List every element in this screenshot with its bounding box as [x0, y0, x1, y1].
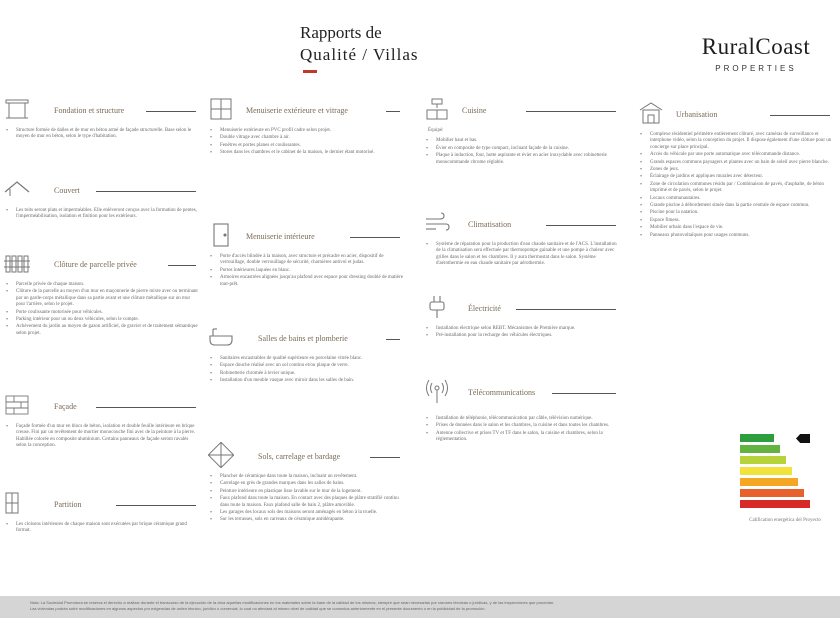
- section-title: Climatisation: [468, 220, 512, 229]
- window-icon: [208, 96, 234, 122]
- list-item: • Robinetterie chromée à levier unique.: [208, 371, 404, 377]
- list-item: • Parcelle privée de chaque maison.: [4, 282, 200, 288]
- fence-icon: [4, 250, 30, 276]
- list-item: • Plancher de céramique dans toute la maison, incluant un revêtement.: [208, 474, 404, 480]
- divider: [146, 111, 196, 112]
- section-title: Urbanisation: [676, 110, 718, 119]
- list-item: • Armoires encastrées alignées jusqu'au plafond avec espace pour dressing doublé de matière tout-prêt.: [208, 275, 404, 288]
- energy-bar: [740, 489, 804, 497]
- divider: [770, 115, 830, 116]
- list-item: • Système de réparation pour la production d'eau chaude sanitaire et de l'ACS. L'installation de la climatisation sera effectuée par thermopompe gainable et une pompe à chaleur avec grilles dans le salon et les chambres. Il y aura thermostat dans le salon. Système d'aérothermie en eau chaude sanitaire par aérothermie.: [424, 242, 620, 268]
- section-menuiserie-ext: [208, 96, 404, 158]
- list-item: • Stores dans les chambres et le cabinet de la maison, le dernier étant motorisé.: [208, 150, 404, 156]
- divider: [168, 265, 196, 266]
- energy-bar: [740, 478, 798, 486]
- bathtub-icon: [208, 324, 234, 350]
- antenna-icon: [424, 378, 450, 404]
- list-item: • Installation de téléphonie, télécommunication par câble, télévision numérique.: [424, 416, 620, 422]
- partition-icon: [4, 490, 30, 516]
- brand-logo: [686, 34, 826, 73]
- footer-line-1: Nota: La Sociedad Promotora se reserva el derecho a realizar durante el transcurso de la ejecución de la obra aquellas modificaciones en los materiales sobre la base de la calidad de los mismos, siempre que sean necesarias por razones técnicas o jurídicas, y de las inspecciones que procedan.: [30, 600, 555, 605]
- divider: [516, 309, 616, 310]
- divider: [386, 339, 400, 340]
- list-item: • Panneaux photovoltaïques pour usages communs.: [638, 233, 834, 239]
- section-fondation: [4, 96, 200, 142]
- divider: [96, 407, 196, 408]
- section-title: Façade: [54, 402, 77, 411]
- divider: [96, 191, 196, 192]
- section-couvert: [4, 176, 200, 222]
- brick-icon: [4, 392, 30, 418]
- section-title: Menuiserie intérieure: [246, 232, 315, 241]
- list-item: • Faux plafond dans toute la maison. En contact avec des plaques de plâtre stratifié continu dans toute la maison. Faux plafond salle de bain 2, plâtre amovible.: [208, 496, 404, 509]
- section-cuisine: [424, 96, 620, 167]
- list-item: • Achèvement du jardin au moyen de gazon artificiel, de gravier et de traitement sémantique selon projet.: [4, 324, 200, 337]
- list-item: • Menuiserie extérieure en PVC profil cadre selon projet.: [208, 128, 404, 134]
- list-item: • Peinture intérieure en plastique lisse lavable sur le mur de la logement.: [208, 489, 404, 495]
- list-item: • Clôture de la parcelle au moyen d'un mur en maçonnerie de pierre mixte avec ou terminant par un garde-corps métallique dans sa partie avant et une clôture métallique sur un mur pour l'arrière, selon le projet.: [4, 289, 200, 308]
- list-item: • Plaque à induction, four, hotte aspirante et évier en acier inoxydable avec robinetterie monocommande chrome réglable.: [424, 153, 620, 166]
- section-sols: [208, 442, 404, 525]
- divider: [526, 111, 616, 112]
- list-item: • Sur les terrasses, sols en carreaux de céramique antidérapante.: [208, 517, 404, 523]
- section-salles-bains: [208, 324, 404, 386]
- list-item: • Piscine pour la natation.: [638, 210, 834, 216]
- list-item: • Structure formée de dalles et de mur en béton armé de façade structurelle. Base selon le moyen de mur en béton, selon le type d'habitation.: [4, 128, 200, 141]
- energy-bar: [740, 456, 786, 464]
- section-telecom: [424, 378, 620, 445]
- section-title: Menuiserie extérieure et vitrage: [246, 106, 348, 115]
- list-item: • Les cloisons intérieures de chaque maison sont exécutées par brique céramique grand format.: [4, 522, 200, 535]
- section-title: Électricité: [468, 304, 501, 313]
- divider: [552, 393, 616, 394]
- list-item: • Pré-installation pour la recharge des véhicules électriques.: [424, 333, 620, 339]
- section-title: Partition: [54, 500, 82, 509]
- energy-bar: [740, 445, 780, 453]
- title-line-1: Rapports de: [300, 23, 382, 42]
- list-item: • Espace douche réalisé avec un sol continu et/ou plaque de verre.: [208, 363, 404, 369]
- title-accent: [303, 70, 317, 73]
- list-item: • Les garages des locaux sols des maisons seront aménagés en béton à la truelle.: [208, 510, 404, 516]
- page-title: [300, 22, 530, 66]
- foundation-icon: [4, 96, 30, 122]
- section-title: Sols, carrelage et bardage: [258, 452, 341, 461]
- energy-rating-chart: [740, 434, 830, 524]
- list-item: • Carrelage en grès de grandes marques dans les salles de bains.: [208, 481, 404, 487]
- plug-icon: [424, 294, 450, 320]
- section-title: Clôture de parcelle privée: [54, 260, 137, 269]
- list-item: • Mobilier urbain dans l'espace de vie.: [638, 225, 834, 231]
- divider: [350, 237, 400, 238]
- section-cloture: [4, 250, 200, 338]
- section-urbanisation: [638, 100, 834, 240]
- building-icon: [638, 100, 664, 126]
- list-item: • Complexe résidentiel périmètre entièrement clôturé, avec caméras de surveillance et interphone vidéo, selon la conception du projet. Il dispose également d'une clôture pour un concierge sur place principal.: [638, 132, 834, 151]
- section-intro: Équipé:: [428, 128, 444, 133]
- section-title: Fondation et structure: [54, 106, 125, 115]
- roof-icon: [4, 176, 30, 202]
- title-line-2: Qualité / Villas: [300, 45, 419, 64]
- energy-bar: [740, 434, 774, 442]
- divider: [370, 457, 400, 458]
- list-item: • Locaux communautaires.: [638, 196, 834, 202]
- list-item: • Zones de jeux.: [638, 167, 834, 173]
- tile-icon: [208, 442, 234, 468]
- list-item: • Grande piscine à débordement située dans la partie centrale de espace commun.: [638, 203, 834, 209]
- kitchen-icon: [424, 96, 450, 122]
- section-menuiserie-int: [208, 222, 404, 289]
- divider: [116, 505, 196, 506]
- brand-subtitle: PROPERTIES: [715, 64, 797, 73]
- section-title: Couvert: [54, 186, 80, 195]
- list-item: • Sanitaires encastrables de qualité supérieure en porcelaine vitrée blanc.: [208, 356, 404, 362]
- energy-caption: Calification energética del Proyecto: [749, 518, 821, 523]
- footer-disclaimer: [0, 596, 840, 618]
- section-title: Cuisine: [462, 106, 487, 115]
- list-item: • Porte d'accès blindée à la maison, avec structure et précadre en acier, dispositif de verrouillage, double verrouillage de sécurité, charnières antivol et judas.: [208, 254, 404, 267]
- list-item: • Les toits seront plats et imperméables. Elle enlèveront conçus avec la formation de pentes, l'imperméabilisation, isolation et finition pour les extérieurs.: [4, 208, 200, 221]
- energy-bar: [740, 467, 792, 475]
- section-title: Salles de bains et plomberie: [258, 334, 348, 343]
- list-item: • Porte coulissante motorisée pour véhicules.: [4, 310, 200, 316]
- list-item: • Portes intérieures laquées en blanc.: [208, 268, 404, 274]
- door-icon: [208, 222, 234, 248]
- list-item: • Installation d'un meuble vasque avec miroir dans les salles de bain.: [208, 378, 404, 384]
- list-item: • Espace fitness.: [638, 218, 834, 224]
- list-item: • Prises de données dans le salon et les chambres, la cuisine et dans toutes les chambres.: [424, 423, 620, 429]
- list-item: • Évier en composite de type compact, incluant façade de la cuisine.: [424, 146, 620, 152]
- section-facade: [4, 392, 200, 451]
- list-item: • Installation électrique selon REBT. Mécanismes de Première marque.: [424, 326, 620, 332]
- divider: [386, 111, 400, 112]
- section-title: Télécommunications: [468, 388, 536, 397]
- divider: [546, 225, 616, 226]
- list-item: • Grands espaces communs paysagers et plantes avec un bain de soleil avec pierre blanche.: [638, 160, 834, 166]
- list-item: • Double vitrage avec chambre à air.: [208, 135, 404, 141]
- list-item: • Parking intérieur pour un ou deux véhicules, selon le compte.: [4, 317, 200, 323]
- energy-pointer: [796, 434, 810, 443]
- list-item: • Fenêtres et portes planes et coulissantes.: [208, 143, 404, 149]
- list-item: • Antenne collective et prises TV et TF dans le salon, la cuisine et chambres, selon la réglementation.: [424, 431, 620, 444]
- list-item: • Façade formée d'un mur en blocs de béton, isolation et double feuille intérieure en brique creuse. Fini par un revêtement de mortier monocouche fini avec de la peinture à la pierre. Habillée colorée en composite aluminium. Certains panneaux de façade seront ravalés selon la conception.: [4, 424, 200, 450]
- brand-name: RuralCoast: [701, 34, 811, 59]
- section-partition: [4, 490, 200, 536]
- list-item: • Mobilier haut et bas.: [424, 138, 620, 144]
- list-item: • Éclairage de jardins et appliques murales avec détecteur.: [638, 174, 834, 180]
- energy-bar: [740, 500, 810, 508]
- list-item: • Accès du véhicule par une porte automatique avec télécommande distance.: [638, 152, 834, 158]
- wind-icon: [424, 210, 450, 236]
- section-electricite: [424, 294, 620, 341]
- section-climatisation: [424, 210, 620, 269]
- footer-line-2: Las viviendas podrán sufrir modificaciones en algunos aspectos por exigencias de orden técnico, jurídico o comercial, lo cual no afectará al mismo nivel de calidad que se comunica anteriormente en el presente documento o en la publicidad de la promoción.: [30, 605, 486, 611]
- list-item: • Zone de circulation communes résidu par / Combinaison de pavés, d'asphalte, de béton imprimé et de pavés, selon le projet.: [638, 182, 834, 195]
